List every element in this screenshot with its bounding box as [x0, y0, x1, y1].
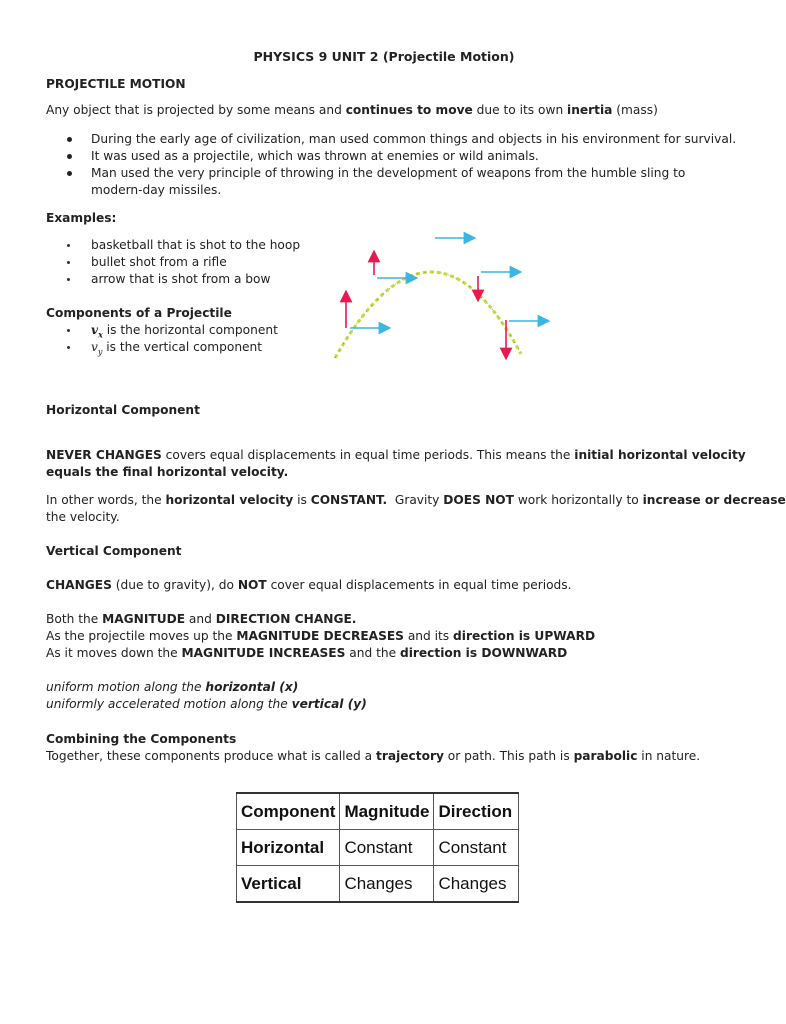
table-header-cell: Magnitude [340, 793, 434, 830]
combining-paragraph: Together, these components produce what is called a trajectory or path. This path is parabolic in nature. [46, 749, 701, 763]
vertical-line-3: As the projectile moves up the MAGNITUDE DECREASES and its direction is UPWARD [46, 629, 596, 643]
bullet-icon [67, 346, 70, 349]
table-cell: Horizontal [237, 830, 340, 866]
table-cell: Vertical [237, 866, 340, 903]
vertical-line-2: Both the MAGNITUDE and DIRECTION CHANGE. [46, 612, 357, 626]
trajectory-diagram [325, 220, 555, 365]
example-item: bullet shot from a rifle [91, 255, 227, 269]
examples-heading: Examples: [46, 211, 117, 225]
combining-heading: Combining the Components [46, 732, 237, 746]
vertical-line-4: As it moves down the MAGNITUDE INCREASES and the direction is DOWNWARD [46, 646, 568, 660]
example-item: basketball that is shot to the hoop [91, 238, 301, 252]
horizontal-line-1: NEVER CHANGES covers equal displacements in equal time periods. This means the initial horizontal velocity [46, 448, 746, 462]
parabolic-path [335, 272, 521, 358]
table-header-cell: Component [237, 793, 340, 830]
component-vx: $v_x$ is the horizontal component [91, 323, 278, 340]
table-cell: Constant [340, 830, 434, 866]
section-heading-projectile-motion: PROJECTILE MOTION [46, 77, 186, 91]
list-item: It was used as a projectile, which was thrown at enemies or wild animals. [91, 149, 539, 163]
motion-horizontal: uniform motion along the horizontal (x) [46, 680, 299, 694]
horizontal-component-heading: Horizontal Component [46, 403, 200, 417]
list-item: Man used the very principle of throwing in the development of weapons from the humble sling to [91, 166, 686, 180]
table-cell: Changes [340, 866, 434, 903]
components-table [236, 792, 519, 903]
vertical-line-1: CHANGES (due to gravity), do NOT cover equal displacements in equal time periods. [46, 578, 572, 592]
list-item-continuation: modern-day missiles. [91, 183, 222, 197]
table-header-cell: Direction [434, 793, 519, 830]
bullet-icon [67, 137, 72, 142]
bullet-icon [67, 154, 72, 159]
table-row [237, 830, 519, 866]
motion-vertical: uniformly accelerated motion along the vertical (y) [46, 697, 367, 711]
vertical-component-heading: Vertical Component [46, 544, 182, 558]
bullet-icon [67, 329, 70, 332]
horizontal-line-2: equals the final horizontal velocity. [46, 465, 289, 479]
list-item: During the early age of civilization, man used common things and objects in his environment for survival. [91, 132, 737, 146]
page-title: PHYSICS 9 UNIT 2 (Projectile Motion) [253, 49, 515, 64]
horizontal-line-3: In other words, the horizontal velocity is CONSTANT. Gravity DOES NOT work horizontally to increase or decrease [46, 493, 786, 507]
bullet-icon [67, 261, 70, 264]
example-item: arrow that is shot from a bow [91, 272, 271, 286]
bullet-icon [67, 244, 70, 247]
horizontal-line-4: the velocity. [46, 510, 120, 524]
table-header-row [237, 793, 519, 830]
components-heading: Components of a Projectile [46, 306, 232, 320]
table-cell: Changes [434, 866, 519, 903]
intro-paragraph: Any object that is projected by some means and continues to move due to its own inertia (mass) [46, 103, 658, 117]
table-cell: Constant [434, 830, 519, 866]
bullet-icon [67, 278, 70, 281]
component-vy: $v_y$ is the vertical component [91, 340, 263, 357]
table-row [237, 866, 519, 903]
bullet-icon [67, 171, 72, 176]
